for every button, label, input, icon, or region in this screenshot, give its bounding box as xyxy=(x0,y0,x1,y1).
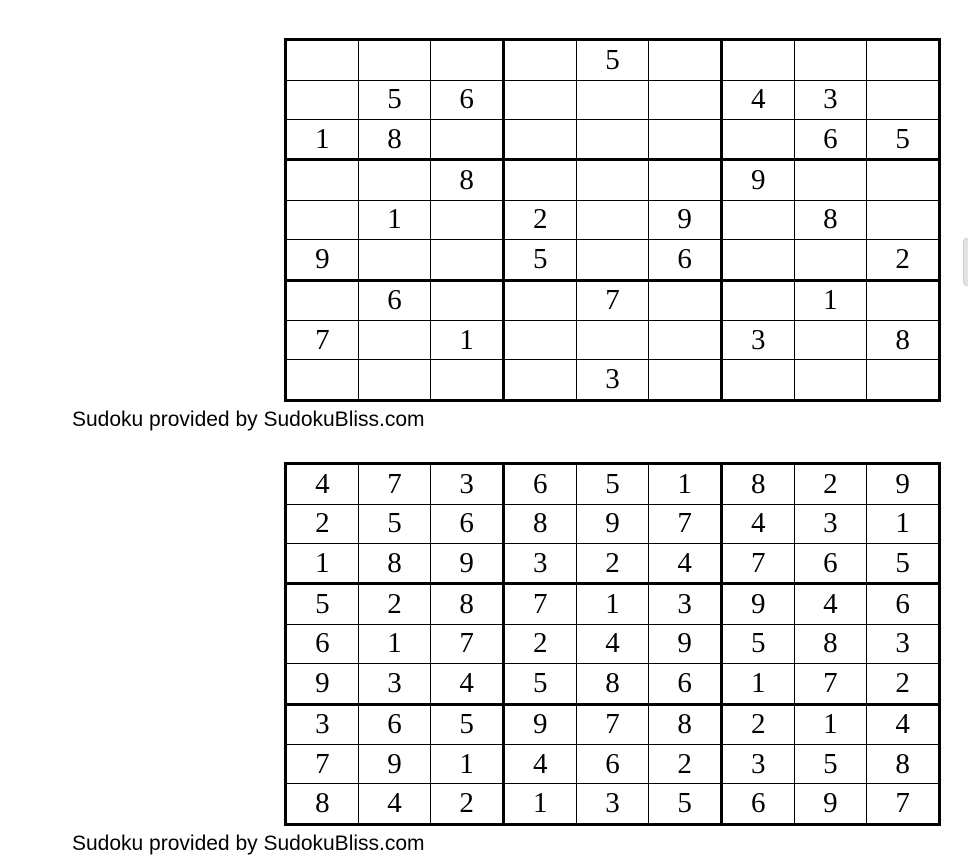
grid-cell: 1 xyxy=(794,280,867,321)
grid-cell: 4 xyxy=(576,624,649,663)
grid-cell xyxy=(286,40,359,81)
grid-cell: 1 xyxy=(867,504,940,543)
grid-cell: 6 xyxy=(721,784,794,825)
grid-cell: 8 xyxy=(721,464,794,505)
grid-cell: 3 xyxy=(867,624,940,663)
grid-row xyxy=(286,280,940,321)
grid-cell: 5 xyxy=(503,664,576,705)
grid-cell: 5 xyxy=(358,80,431,119)
grid-cell: 3 xyxy=(794,504,867,543)
grid-cell: 1 xyxy=(286,543,359,584)
grid-cell: 3 xyxy=(721,745,794,784)
grid-cell: 6 xyxy=(286,624,359,663)
grid-cell: 2 xyxy=(649,745,722,784)
grid-cell: 6 xyxy=(358,280,431,321)
grid-cell: 2 xyxy=(576,543,649,584)
grid-cell: 4 xyxy=(286,464,359,505)
grid-cell: 5 xyxy=(576,40,649,81)
grid-cell: 9 xyxy=(358,745,431,784)
grid-cell: 1 xyxy=(721,664,794,705)
grid-cell: 3 xyxy=(286,704,359,745)
grid-cell xyxy=(576,200,649,239)
grid-cell: 2 xyxy=(867,664,940,705)
grid-cell: 1 xyxy=(431,321,504,360)
grid-cell: 4 xyxy=(721,504,794,543)
grid-cell xyxy=(503,80,576,119)
grid-cell: 1 xyxy=(649,464,722,505)
grid-cell: 2 xyxy=(867,240,940,281)
grid-cell xyxy=(867,40,940,81)
grid-row xyxy=(286,504,940,543)
grid-row xyxy=(286,745,940,784)
grid-row xyxy=(286,40,940,81)
grid-cell xyxy=(867,80,940,119)
grid-cell: 7 xyxy=(867,784,940,825)
grid-row xyxy=(286,80,940,119)
grid-cell xyxy=(794,321,867,360)
grid-row xyxy=(286,543,940,584)
grid-cell: 5 xyxy=(794,745,867,784)
grid-cell xyxy=(358,40,431,81)
grid-cell xyxy=(649,160,722,201)
grid-cell: 5 xyxy=(503,240,576,281)
grid-cell: 4 xyxy=(358,784,431,825)
grid-cell: 3 xyxy=(431,464,504,505)
grid-cell xyxy=(794,160,867,201)
grid-cell: 5 xyxy=(576,464,649,505)
grid-cell xyxy=(867,360,940,401)
grid-cell: 6 xyxy=(503,464,576,505)
grid-cell xyxy=(721,360,794,401)
grid-cell: 2 xyxy=(503,200,576,239)
grid-cell: 9 xyxy=(286,664,359,705)
grid-cell: 9 xyxy=(431,543,504,584)
grid-cell: 7 xyxy=(649,504,722,543)
grid-cell: 9 xyxy=(503,704,576,745)
grid-cell xyxy=(431,119,504,160)
grid-row xyxy=(286,160,940,201)
grid-cell xyxy=(431,40,504,81)
side-scroll-tab[interactable] xyxy=(963,238,968,286)
grid-cell: 3 xyxy=(576,784,649,825)
grid-cell: 3 xyxy=(794,80,867,119)
grid-cell: 8 xyxy=(431,584,504,625)
grid-cell xyxy=(431,360,504,401)
grid-cell xyxy=(286,360,359,401)
grid-cell xyxy=(794,240,867,281)
grid-cell: 2 xyxy=(431,784,504,825)
grid-row xyxy=(286,321,940,360)
grid-cell xyxy=(431,200,504,239)
grid-cell xyxy=(721,280,794,321)
grid-cell: 8 xyxy=(358,543,431,584)
grid-cell: 7 xyxy=(576,704,649,745)
grid-cell: 8 xyxy=(794,624,867,663)
grid-cell: 9 xyxy=(721,160,794,201)
grid-cell: 9 xyxy=(576,504,649,543)
grid-cell: 6 xyxy=(358,704,431,745)
grid-cell xyxy=(649,321,722,360)
grid-cell: 9 xyxy=(794,784,867,825)
grid-cell xyxy=(358,360,431,401)
grid-cell xyxy=(649,40,722,81)
grid-cell: 7 xyxy=(286,321,359,360)
grid-cell xyxy=(649,280,722,321)
grid-cell xyxy=(358,321,431,360)
grid-cell: 4 xyxy=(431,664,504,705)
grid-row xyxy=(286,624,940,663)
grid-cell: 8 xyxy=(649,704,722,745)
grid-row xyxy=(286,200,940,239)
grid-cell: 8 xyxy=(431,160,504,201)
grid-row xyxy=(286,664,940,705)
grid-row xyxy=(286,584,940,625)
grid-cell: 6 xyxy=(431,504,504,543)
grid-cell xyxy=(286,80,359,119)
solution-credit: Sudoku provided by SudokuBliss.com xyxy=(72,832,425,855)
grid-cell xyxy=(576,240,649,281)
grid-cell xyxy=(794,40,867,81)
grid-cell xyxy=(867,280,940,321)
grid-row xyxy=(286,119,940,160)
grid-cell: 5 xyxy=(431,704,504,745)
grid-cell: 8 xyxy=(867,321,940,360)
grid-cell xyxy=(431,280,504,321)
grid-cell: 3 xyxy=(721,321,794,360)
grid-cell: 1 xyxy=(286,119,359,160)
solution-grid xyxy=(284,462,941,826)
grid-cell xyxy=(649,119,722,160)
grid-cell xyxy=(286,200,359,239)
grid-cell: 4 xyxy=(794,584,867,625)
grid-cell: 6 xyxy=(794,543,867,584)
grid-cell: 7 xyxy=(431,624,504,663)
grid-cell: 3 xyxy=(503,543,576,584)
grid-cell: 5 xyxy=(649,784,722,825)
grid-cell: 4 xyxy=(649,543,722,584)
grid-cell xyxy=(431,240,504,281)
grid-cell: 2 xyxy=(286,504,359,543)
grid-cell: 8 xyxy=(576,664,649,705)
grid-cell: 7 xyxy=(721,543,794,584)
grid-cell xyxy=(867,160,940,201)
grid-cell xyxy=(649,80,722,119)
grid-cell: 7 xyxy=(794,664,867,705)
grid-row xyxy=(286,704,940,745)
grid-cell xyxy=(286,280,359,321)
grid-cell: 6 xyxy=(867,584,940,625)
grid-cell: 7 xyxy=(286,745,359,784)
grid-cell xyxy=(358,240,431,281)
grid-cell: 2 xyxy=(503,624,576,663)
grid-cell: 9 xyxy=(286,240,359,281)
grid-cell: 1 xyxy=(576,584,649,625)
grid-cell xyxy=(867,200,940,239)
grid-cell: 5 xyxy=(867,119,940,160)
grid-cell: 6 xyxy=(431,80,504,119)
grid-cell: 1 xyxy=(358,200,431,239)
grid-row xyxy=(286,464,940,505)
grid-cell: 3 xyxy=(358,664,431,705)
grid-cell xyxy=(503,321,576,360)
grid-cell: 5 xyxy=(358,504,431,543)
grid-cell: 5 xyxy=(867,543,940,584)
grid-cell xyxy=(503,40,576,81)
grid-cell: 7 xyxy=(358,464,431,505)
grid-cell xyxy=(576,321,649,360)
grid-cell: 1 xyxy=(794,704,867,745)
grid-cell: 9 xyxy=(649,200,722,239)
grid-cell xyxy=(721,119,794,160)
grid-cell xyxy=(286,160,359,201)
grid-cell: 6 xyxy=(794,119,867,160)
grid-cell: 9 xyxy=(649,624,722,663)
grid-cell xyxy=(503,360,576,401)
grid-cell xyxy=(721,200,794,239)
grid-cell xyxy=(794,360,867,401)
grid-cell xyxy=(721,40,794,81)
grid-cell: 4 xyxy=(867,704,940,745)
grid-cell: 1 xyxy=(358,624,431,663)
grid-cell: 6 xyxy=(649,664,722,705)
grid-cell: 7 xyxy=(576,280,649,321)
grid-row xyxy=(286,360,940,401)
grid-cell xyxy=(503,160,576,201)
grid-row xyxy=(286,240,940,281)
grid-cell: 5 xyxy=(721,624,794,663)
grid-cell: 8 xyxy=(503,504,576,543)
grid-cell: 4 xyxy=(503,745,576,784)
grid-cell: 7 xyxy=(503,584,576,625)
grid-cell xyxy=(649,360,722,401)
grid-cell xyxy=(358,160,431,201)
grid-cell xyxy=(503,119,576,160)
grid-cell: 8 xyxy=(286,784,359,825)
grid-cell: 5 xyxy=(286,584,359,625)
grid-cell: 8 xyxy=(358,119,431,160)
grid-cell: 6 xyxy=(576,745,649,784)
grid-cell: 4 xyxy=(721,80,794,119)
puzzle-grid xyxy=(284,38,941,402)
grid-cell: 2 xyxy=(721,704,794,745)
grid-cell xyxy=(503,280,576,321)
grid-cell: 9 xyxy=(721,584,794,625)
grid-cell: 9 xyxy=(867,464,940,505)
puzzle-credit: Sudoku provided by SudokuBliss.com xyxy=(72,408,425,431)
grid-row xyxy=(286,784,940,825)
grid-cell: 2 xyxy=(794,464,867,505)
grid-cell: 1 xyxy=(431,745,504,784)
grid-cell: 8 xyxy=(794,200,867,239)
grid-cell: 1 xyxy=(503,784,576,825)
grid-cell: 6 xyxy=(649,240,722,281)
grid-cell xyxy=(721,240,794,281)
grid-cell: 2 xyxy=(358,584,431,625)
grid-cell xyxy=(576,160,649,201)
grid-cell: 3 xyxy=(649,584,722,625)
grid-cell: 3 xyxy=(576,360,649,401)
grid-cell xyxy=(576,80,649,119)
grid-cell: 8 xyxy=(867,745,940,784)
grid-cell xyxy=(576,119,649,160)
